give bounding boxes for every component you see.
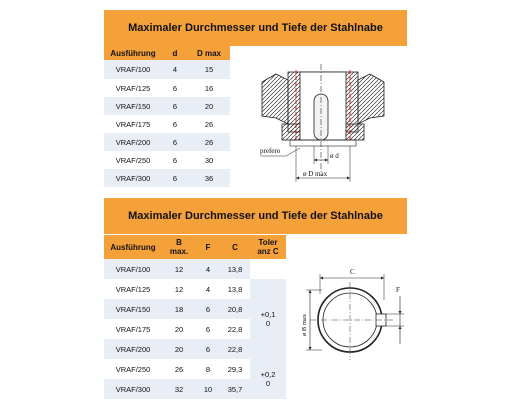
- label-f: F: [396, 286, 400, 294]
- section1-table: [104, 46, 230, 187]
- cell-b: 26: [162, 359, 196, 379]
- cell-b: 20: [162, 319, 196, 339]
- cell-d: 6: [162, 115, 188, 133]
- cell-dmax: 20: [188, 97, 230, 115]
- section2-title: [104, 198, 407, 234]
- table-row: [104, 279, 286, 299]
- cell-dmax: 26: [188, 115, 230, 133]
- keyway-bore-diagram: [292, 260, 410, 370]
- cell-b: 12: [162, 279, 196, 299]
- toleranz-group1-line2: 0: [265, 319, 271, 328]
- cell-ausfuehrung: VRAF/100: [104, 259, 162, 279]
- toleranz-group2-line2: 0: [265, 379, 271, 388]
- header-toleranz: [250, 235, 286, 259]
- section2-table: [104, 235, 286, 399]
- header-b-line2: max.: [169, 247, 189, 256]
- wheel-body-right: [358, 74, 384, 124]
- cell-dmax: 16: [188, 79, 230, 97]
- cell-ausfuehrung: VRAF/250: [104, 359, 162, 379]
- section1-diagram-panel: [230, 56, 407, 192]
- cell-c: 13,8: [220, 279, 250, 299]
- header-c: C: [220, 235, 250, 259]
- label-d: ø d: [330, 152, 339, 160]
- table-row: [104, 151, 230, 169]
- header-b-max: [162, 235, 196, 259]
- cell-b: 32: [162, 379, 196, 399]
- table-row: [104, 259, 286, 279]
- cell-c: 35,7: [220, 379, 250, 399]
- cell-c: 29,3: [220, 359, 250, 379]
- cell-ausfuehrung: VRAF/150: [104, 97, 162, 115]
- wheel-body-left: [262, 74, 288, 124]
- cell-toleranz-empty: [250, 259, 286, 279]
- cell-f: 6: [196, 339, 220, 359]
- cell-ausfuehrung: VRAF/125: [104, 279, 162, 299]
- label-prefero: prefero: [260, 147, 281, 155]
- section2-title-text: Maximaler Durchmesser und Tiefe der Stahlnabe: [128, 210, 383, 222]
- cell-b: 18: [162, 299, 196, 319]
- section1-header-row: [104, 46, 230, 60]
- section1-title: [104, 10, 407, 46]
- table-row: [104, 97, 230, 115]
- toleranz-group2-line1: +0,2: [260, 370, 276, 379]
- cell-ausfuehrung: VRAF/150: [104, 299, 162, 319]
- cell-d: 6: [162, 133, 188, 151]
- cell-dmax: 30: [188, 151, 230, 169]
- table-row: [104, 115, 230, 133]
- section2-diagram-panel: [292, 260, 410, 370]
- cell-dmax: 36: [188, 169, 230, 187]
- cell-ausfuehrung: VRAF/300: [104, 169, 162, 187]
- hub-section-diagram: [230, 56, 407, 192]
- cell-d: 6: [162, 151, 188, 169]
- table-row: [104, 60, 230, 79]
- cell-dmax: 26: [188, 133, 230, 151]
- header-toler-line2: anz C: [257, 247, 279, 256]
- cell-f: 4: [196, 259, 220, 279]
- cell-ausfuehrung: VRAF/200: [104, 133, 162, 151]
- cell-d: 6: [162, 97, 188, 115]
- cell-toleranz-group2: [250, 359, 286, 399]
- table-row: [104, 79, 230, 97]
- cell-toleranz-group1: [250, 279, 286, 359]
- label-c: C: [350, 268, 355, 276]
- label-dmax: ø D max: [303, 170, 328, 178]
- cell-d: 6: [162, 169, 188, 187]
- cell-dmax: 15: [188, 60, 230, 79]
- cell-ausfuehrung: VRAF/250: [104, 151, 162, 169]
- cell-f: 10: [196, 379, 220, 399]
- cell-c: 22,8: [220, 319, 250, 339]
- cell-ausfuehrung: VRAF/175: [104, 115, 162, 133]
- cell-b: 20: [162, 339, 196, 359]
- header-toler-line1: Toler: [258, 238, 278, 247]
- header-ausfuehrung: Ausführung: [104, 46, 162, 60]
- cell-ausfuehrung: VRAF/200: [104, 339, 162, 359]
- cell-f: 6: [196, 319, 220, 339]
- toleranz-group1-line1: +0,1: [260, 310, 276, 319]
- table-row: [104, 169, 230, 187]
- header-ausfuehrung: Ausführung: [104, 235, 162, 259]
- cell-f: 4: [196, 279, 220, 299]
- cell-d: 6: [162, 79, 188, 97]
- cell-f: 6: [196, 299, 220, 319]
- cell-b: 12: [162, 259, 196, 279]
- header-d: d: [162, 46, 188, 60]
- cell-d: 4: [162, 60, 188, 79]
- cell-c: 13,8: [220, 259, 250, 279]
- header-f: F: [196, 235, 220, 259]
- label-bmax: ø B max: [301, 313, 308, 336]
- cell-ausfuehrung: VRAF/175: [104, 319, 162, 339]
- header-b-line1: B: [176, 238, 182, 247]
- cell-f: 8: [196, 359, 220, 379]
- table-row: [104, 359, 286, 379]
- cell-ausfuehrung: VRAF/125: [104, 79, 162, 97]
- cell-c: 20,8: [220, 299, 250, 319]
- lower-boss: [290, 140, 356, 146]
- cell-c: 22,8: [220, 339, 250, 359]
- table-row: [104, 133, 230, 151]
- header-dmax: D max: [188, 46, 230, 60]
- cell-ausfuehrung: VRAF/100: [104, 60, 162, 79]
- cell-ausfuehrung: VRAF/300: [104, 379, 162, 399]
- section2-header-row: [104, 235, 286, 259]
- section1-title-text: Maximaler Durchmesser und Tiefe der Stahlnabe: [128, 22, 383, 34]
